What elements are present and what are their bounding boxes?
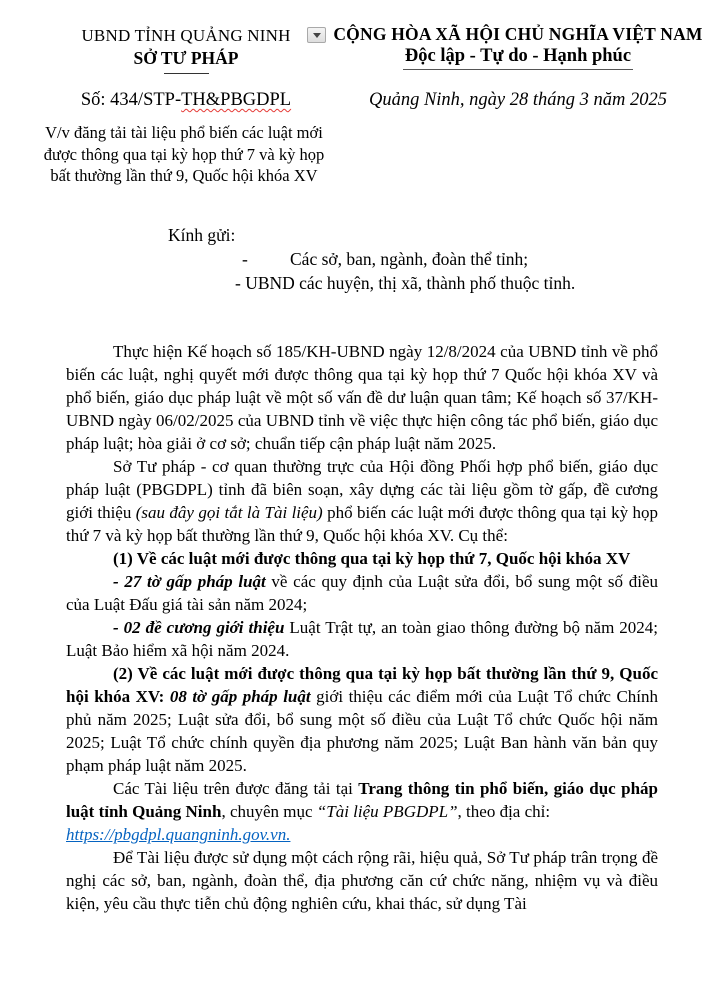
recipients-block	[66, 223, 658, 295]
document-number-flagged-spellcheck: TH&PBGDPL	[181, 90, 292, 110]
paragraph-publication	[66, 777, 658, 823]
recipient-item-1-dash: -	[242, 249, 248, 269]
issuer-underline	[164, 73, 209, 74]
section-paragraph-2-text: giới thiệu các điểm mới của Luật Tổ chức Chính phủ năm 2025; Luật sửa đổi, bổ sung một số điều của Luật Tổ chức Quốc hội năm 2025; Luật Tổ chức chính quyền địa phương năm 2025; Luật Ban hành văn bản quy phạm pháp luật năm 2025.	[66, 687, 658, 775]
section-heading-1: (1) Về các luật mới được thông qua tại kỳ họp thứ 7, Quốc hội khóa XV	[113, 549, 631, 568]
list-item-1-lead: - 27 tờ gấp pháp luật	[113, 572, 266, 591]
paragraph-intro-run3: phổ biến các luật mới được thông qua tại kỳ họp thứ 7 và kỳ họp bất thường lần thứ 9, Quốc hội khóa XV. Cụ thể:	[66, 503, 659, 545]
subject-line-2: được thông qua tại kỳ họp thứ 7 và kỳ họp	[43, 144, 325, 164]
paragraph-publication-site-name: Trang thông tin phổ biến, giáo dục pháp luật tỉnh Quảng Ninh	[66, 779, 658, 821]
paragraph-intro-run1: Sở Tư pháp - cơ quan thường trực của Hội đồng Phối hợp phổ biến, giáo dục pháp luật (PBGDPL) tỉnh đã biên soạn, xây dựng các tài liệu gồm tờ gấp, đề cương giới thiệu	[66, 457, 658, 522]
recipient-item-1	[66, 247, 658, 271]
section-paragraph-2-lead: 08 tờ gấp pháp luật	[169, 687, 311, 706]
section-paragraph-2-heading: (2) Về các luật mới được thông qua tại kỳ họp bất thường lần thứ 9, Quốc hội khóa XV:	[66, 664, 658, 706]
document-number	[40, 90, 332, 111]
subject-line-3: bất thường lần thứ 9, Quốc hội khóa XV	[50, 166, 318, 185]
subject-line-1: V/v đăng tải tài liệu phổ biến các luật mới	[45, 123, 323, 142]
paragraph-publication-run3: , chuyên mục	[221, 802, 317, 821]
recipient-item-1-text: Các sở, ban, ngành, đoàn thể tỉnh;	[290, 249, 529, 269]
document-number-prefix: Số: 434/STP-	[80, 90, 182, 110]
list-item-1	[66, 570, 658, 616]
national-title: CỘNG HÒA XÃ HỘI CHỦ NGHĨA VIỆT NAM	[333, 24, 703, 44]
salutation: Kính gửi:	[168, 225, 236, 245]
list-item-2	[66, 616, 658, 662]
list-item-2-text: Luật Trật tự, an toàn giao thông đường bộ năm 2024; Luật Bảo hiểm xã hội năm 2024.	[66, 618, 659, 660]
issuer-org-name: SỞ TƯ PHÁP	[133, 48, 239, 68]
issuer-parent-name: UBND TỈNH QUẢNG NINH	[81, 26, 291, 45]
subject-block	[34, 122, 334, 187]
chevron-down-icon	[313, 33, 321, 38]
section-paragraph-2	[66, 662, 658, 777]
paragraph-intro-materials	[66, 455, 658, 547]
list-item-2-lead: - 02 đề cương giới thiệu	[113, 618, 285, 637]
paragraph-publication-run5: , theo địa chỉ:	[457, 802, 551, 821]
issuer-block	[40, 26, 332, 74]
national-motto: Độc lập - Tự do - Hạnh phúc	[403, 46, 633, 70]
combobox-dropdown-button[interactable]	[307, 27, 326, 43]
paragraph-publication-run1: Các Tài liệu trên được đăng tải tại	[113, 779, 359, 798]
paragraph-intro-run2-italic: (sau đây gọi tắt là Tài liệu)	[135, 503, 323, 522]
pbgdpl-hyperlink[interactable]: https://pbgdpl.quangninh.gov.vn.	[66, 825, 291, 844]
paragraph-basis: Thực hiện Kế hoạch số 185/KH-UBND ngày 12/8/2024 của UBND tỉnh về phổ biến các luật, nghị quyết mới được thông qua tại kỳ họp thứ 7 Quốc hội khóa XV và phổ biến, giáo dục pháp luật về một số vấn đề dư luận quan tâm; Kế hoạch số 37/KH-UBND ngày 06/02/2025 của UBND tỉnh về việc thực hiện công tác phổ biến, giáo dục pháp luật; hòa giải ở cơ sở; chuẩn tiếp cận pháp luật năm 2025.	[66, 342, 658, 453]
national-header-block	[332, 24, 704, 70]
list-item-1-text: về các quy định của Luật sửa đổi, bổ sung một số điều của Luật Đấu giá tài sản năm 2024;	[66, 572, 658, 614]
paragraph-request: Để Tài liệu được sử dụng một cách rộng rãi, hiệu quả, Sở Tư pháp trân trọng đề nghị các sở, ban, ngành, đoàn thể, địa phương căn cứ chức năng, nhiệm vụ và điều kiện, yêu cầu thực tiễn chủ động nghiên cứu, khai thác, sử dụng Tài	[66, 848, 658, 913]
publication-link-line	[66, 823, 658, 846]
recipient-item-2: - UBND các huyện, thị xã, thành phố thuộc tỉnh.	[235, 273, 576, 293]
paragraph-publication-category: “Tài liệu PBGDPL”	[316, 802, 458, 821]
document-body	[66, 340, 658, 915]
place-and-date: Quảng Ninh, ngày 28 tháng 3 năm 2025	[368, 90, 668, 110]
